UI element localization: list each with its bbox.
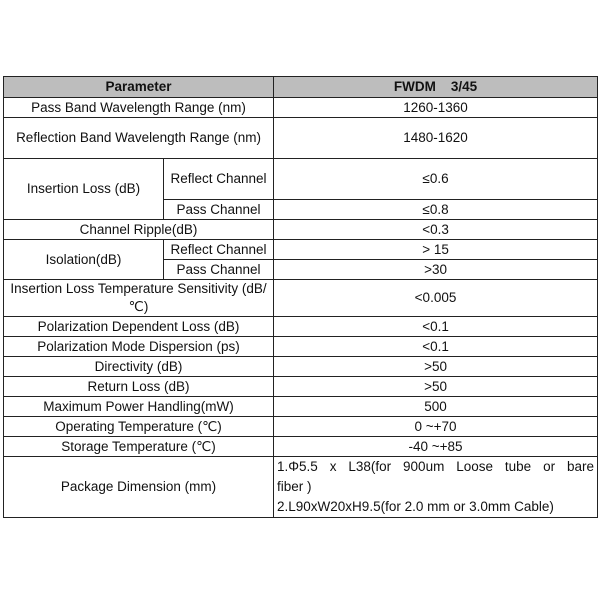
row-label: Isolation(dB) bbox=[4, 240, 164, 280]
table-row bbox=[4, 280, 598, 317]
row-label: Package Dimension (mm) bbox=[4, 457, 274, 518]
row-value: 0 ~+70 bbox=[274, 417, 598, 437]
spec-table bbox=[3, 76, 598, 518]
row-value: -40 ~+85 bbox=[274, 437, 598, 457]
row-value: 500 bbox=[274, 397, 598, 417]
row-label: Insertion Loss (dB) bbox=[4, 159, 164, 220]
sub-label: Reflect Channel bbox=[164, 240, 274, 260]
row-value: <0.1 bbox=[274, 317, 598, 337]
package-line-1b: fiber ) bbox=[277, 479, 312, 494]
package-line-2: 2.L90xW20xH9.5(for 2.0 mm or 3.0mm Cable) bbox=[277, 499, 554, 514]
row-value: <0.1 bbox=[274, 337, 598, 357]
table-row bbox=[4, 377, 598, 397]
table-row bbox=[4, 457, 598, 518]
header-parameter: Parameter bbox=[4, 77, 274, 98]
table-row bbox=[4, 240, 598, 260]
row-label: Insertion Loss Temperature Sensitivity (dB/℃) bbox=[4, 280, 274, 317]
row-value: ≤0.6 bbox=[274, 159, 598, 200]
row-label: Return Loss (dB) bbox=[4, 377, 274, 397]
header-product: FWDM 3/45 bbox=[274, 77, 598, 98]
row-label: Polarization Dependent Loss (dB) bbox=[4, 317, 274, 337]
sub-label: Pass Channel bbox=[164, 200, 274, 220]
row-value: > 15 bbox=[274, 240, 598, 260]
package-line-1a: 1.Φ5.5 x L38(for 900um Loose tube or bare bbox=[277, 459, 595, 474]
table-row bbox=[4, 397, 598, 417]
row-value: ≤0.8 bbox=[274, 200, 598, 220]
sub-label: Reflect Channel bbox=[164, 159, 274, 200]
row-value: >30 bbox=[274, 260, 598, 280]
table-row bbox=[4, 417, 598, 437]
table-row bbox=[4, 437, 598, 457]
row-label: Directivity (dB) bbox=[4, 357, 274, 377]
row-value: <0.005 bbox=[274, 280, 598, 317]
table-row bbox=[4, 98, 598, 118]
row-value: >50 bbox=[274, 377, 598, 397]
header-row bbox=[4, 77, 598, 98]
sub-label: Pass Channel bbox=[164, 260, 274, 280]
row-value: 1480-1620 bbox=[274, 118, 598, 159]
row-value: 1260-1360 bbox=[274, 98, 598, 118]
row-label: Operating Temperature (℃) bbox=[4, 417, 274, 437]
package-value bbox=[274, 457, 598, 518]
row-value: >50 bbox=[274, 357, 598, 377]
row-label: Reflection Band Wavelength Range (nm) bbox=[4, 118, 274, 159]
row-label: Pass Band Wavelength Range (nm) bbox=[4, 98, 274, 118]
row-value: <0.3 bbox=[274, 220, 598, 240]
table-row bbox=[4, 357, 598, 377]
table-row bbox=[4, 317, 598, 337]
row-label: Polarization Mode Dispersion (ps) bbox=[4, 337, 274, 357]
table-row bbox=[4, 118, 598, 159]
row-label: Maximum Power Handling(mW) bbox=[4, 397, 274, 417]
table-row bbox=[4, 159, 598, 200]
row-label: Channel Ripple(dB) bbox=[4, 220, 274, 240]
row-label: Storage Temperature (℃) bbox=[4, 437, 274, 457]
table-row bbox=[4, 337, 598, 357]
table-row bbox=[4, 220, 598, 240]
